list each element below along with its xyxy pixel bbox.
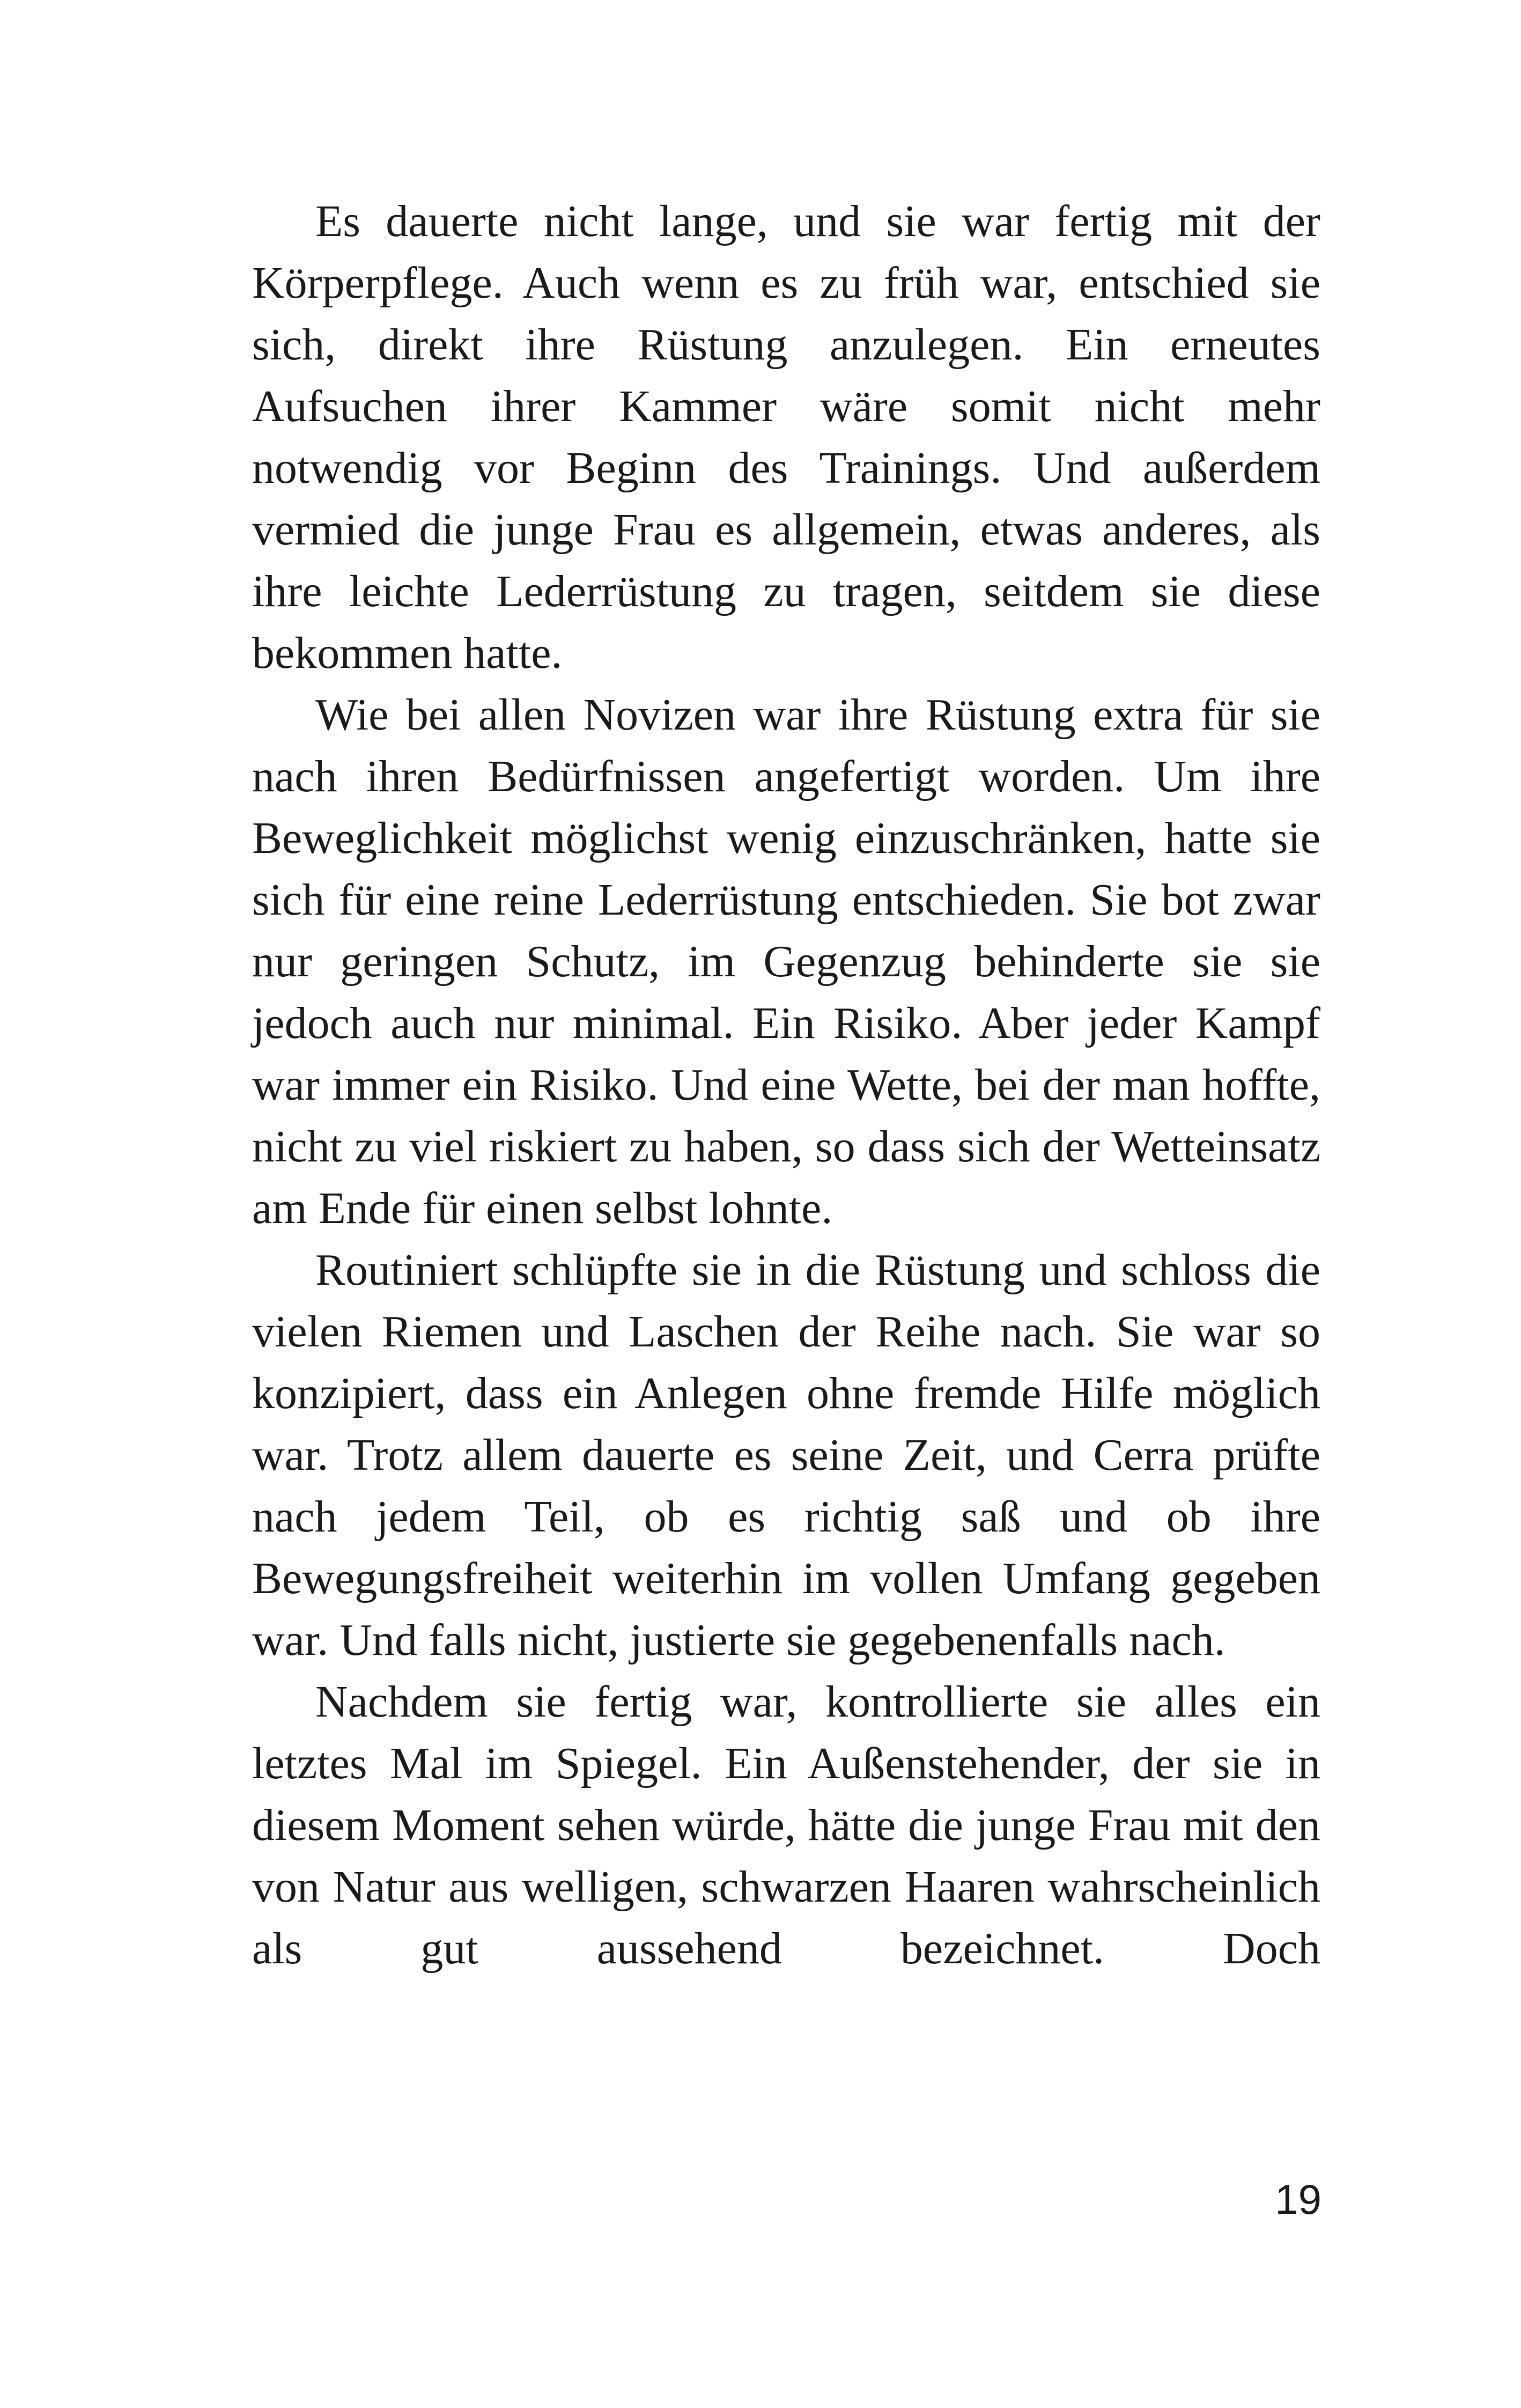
paragraph-1: Es dauerte nicht lange, und sie war fertig mit der Körperpflege. Auch wenn es zu früh war, entschied sie sich, direkt ihre Rüstung anzulegen. Ein erneutes Aufsuchen ihrer Kammer wäre somit nicht mehr notwendig vor Beginn des Trainings. Und außerdem vermied die junge Frau es allgemein, etwas anderes, als ihre leichte Lederrüstung zu tragen, seitdem sie diese bekommen hatte.: [252, 196, 1320, 678]
page-number: 19: [1275, 2176, 1321, 2223]
body-text: [252, 190, 1320, 1979]
paragraph-2: Wie bei allen Novizen war ihre Rüstung extra für sie nach ihren Bedürfnissen angefertigt worden. Um ihre Beweglichkeit möglichst wenig einzuschränken, hatte sie sich für eine reine Lederrüstung entschieden. Sie bot zwar nur geringen Schutz, im Gegenzug behinderte sie sie jedoch auch nur minimal. Ein Risiko. Aber jeder Kampf war immer ein Risiko. Und eine Wette, bei der man hoffte, nicht zu viel riskiert zu haben, so dass sich der Wetteinsatz am Ende für einen selbst lohnte.: [252, 690, 1320, 1233]
paragraph-3: Routiniert schlüpfte sie in die Rüstung und schloss die vielen Riemen und Laschen der Reihe nach. Sie war so konzipiert, dass ein Anlegen ohne fremde Hilfe möglich war. Trotz allem dauerte es seine Zeit, und Cerra prüfte nach jedem Teil, ob es richtig saß und ob ihre Bewegungsfreiheit weiterhin im vollen Umfang gegeben war. Und falls nicht, justierte sie gegebenenfalls nach.: [252, 1245, 1320, 1665]
paragraph-4: Nachdem sie fertig war, kontrollierte sie alles ein letztes Mal im Spiegel. Ein Außenstehender, der sie in diesem Moment sehen würde, hätte die junge Frau mit den von Natur aus welligen, schwarzen Haaren wahrscheinlich als gut aussehend bezeichnet. Doch: [252, 1677, 1320, 1973]
